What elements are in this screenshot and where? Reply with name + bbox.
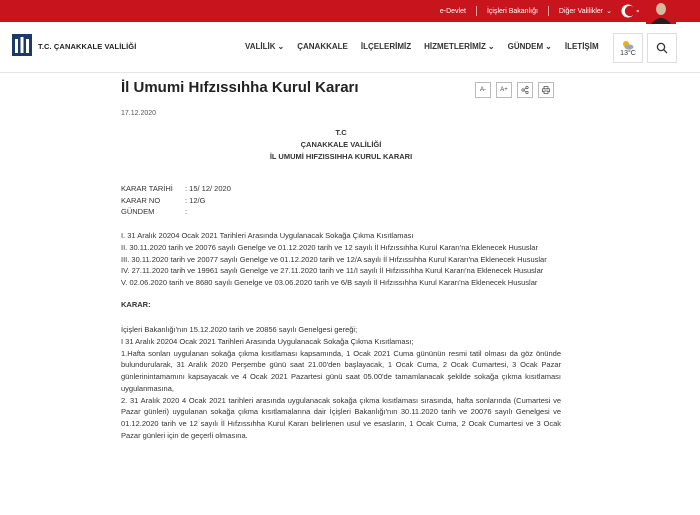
main-nav	[245, 42, 599, 51]
decision-meta	[121, 183, 561, 218]
chevron-down-icon: ⌄	[487, 42, 495, 51]
karar-heading: KARAR:	[121, 299, 151, 309]
print-icon	[542, 86, 550, 94]
agenda-item: I. 31 Aralık 20204 Ocak 2021 Tarihleri Arasında Uygulanacak Sokağa Çıkma Kısıtlaması	[121, 231, 414, 241]
valilik-logo[interactable]	[11, 33, 33, 57]
agenda-item: III. 30.11.2020 tarih ve 20077 sayılı Genelge ve 01.12.2020 tarih ve 12/A sayılı İl Hıfzıssıhha Kurul Kararı'na Eklenecek Hususlar	[121, 254, 547, 264]
header-line: T.C	[335, 128, 347, 137]
diger-valilikler-dropdown[interactable]	[559, 7, 612, 15]
meta-value: : 12/G	[185, 195, 206, 205]
nav-label: VALİLİK	[245, 42, 276, 51]
publish-date: 17.12.2020	[121, 110, 157, 117]
edevlet-label: e-Devlet	[439, 7, 466, 15]
nav-label: İLETİŞİM	[564, 42, 599, 51]
nav-valilik[interactable]	[245, 42, 284, 51]
divider	[476, 6, 477, 16]
nav-label: ÇANAKKALE	[297, 42, 348, 51]
nav-gundem[interactable]	[508, 42, 552, 51]
search-icon	[656, 42, 668, 54]
header-line: ÇANAKKALE VALİLİĞİ	[300, 140, 382, 149]
site-header	[0, 22, 700, 73]
agenda-list	[121, 230, 561, 289]
body-paragraph: İçişleri Bakanlığı'nın 15.12.2020 tarih ve 20856 sayılı Genelgesi gereği;	[121, 325, 358, 335]
divider	[548, 6, 549, 16]
article-body	[121, 127, 561, 441]
agenda-item: IV. 27.11.2020 tarih ve 19961 sayılı Genelge ve 27.11.2020 tarih ve 11/I sayılı İl Hıfzıssıhha Kurul Kararı'na Eklenecek Hususlar	[121, 266, 544, 276]
body-paragraph: I 31 Aralık 20204 Ocak 2021 Tarihleri Arasında Uygulanacak Sokağa Çıkma Kısıtlaması;	[121, 337, 414, 347]
nav-ilcelerimiz[interactable]	[361, 42, 411, 51]
ataturk-portrait	[646, 0, 676, 24]
body-paragraph: 1.Hafta sonları uygulanan sokağa çıkma kısıtlaması kapsamında, 1 Ocak 2021 Cuma gününün resmi tatil olması da göz önünde bulundurularak, 31 Aralık 2020 Perşembe günü saat 21.00'den başlayacak, 1 Ocak Cuma, 2 Ocak Cumartesi, 3 Ocak Pazar günlerinintamamını kapsayacak ve 4 Ocak 2021 Pazartesi günü saat 05.00'de tamamlanacak şekilde sokağa çıkma kısıtlaması uygulanmasına,	[121, 348, 561, 393]
meta-value: :	[185, 207, 188, 217]
turkish-flag-icon	[616, 0, 646, 22]
chevron-down-icon: ⌄	[277, 42, 285, 51]
chevron-down-icon: ⌄	[545, 42, 552, 51]
icisleri-link[interactable]	[487, 8, 538, 15]
share-icon	[521, 86, 529, 94]
site-title[interactable]: T.C. ÇANAKKALE VALİLİĞİ	[38, 42, 137, 51]
meta-row	[121, 206, 561, 218]
meta-key: KARAR NO	[121, 195, 161, 205]
weather-widget[interactable]	[613, 33, 643, 63]
font-decrease-button[interactable]: A-	[475, 82, 491, 98]
nav-label: HİZMETLERİMİZ	[424, 42, 486, 51]
decision-text	[121, 324, 561, 441]
partly-cloudy-icon	[622, 40, 634, 50]
nav-hizmetlerimiz[interactable]	[424, 42, 494, 51]
edevlet-link[interactable]	[440, 8, 466, 15]
agenda-item: II. 30.11.2020 tarih ve 20076 sayılı Genelge ve 01.12.2020 tarih ve 12 sayılı İl Hıfzıssıhha Kurul Kararı'na Eklenecek Hususlar	[121, 242, 538, 252]
body-paragraph: 2. 31 Aralık 2020 4 Ocak 2021 tarihleri arasında uygulanacak sokağa çıkma kısıtlaması sırasında, hafta sonlarında (Cumartesi ve Pazar günleri) uygulanan sokağa çıkma kısıtlamalarına dair İçişleri Bakanlığı'nın 30.11.2020 tarih ve 20076 sayılı Genelgesi ve 01.12.2020 tarih ve 12 sayılı İl Hıfzıssıhha Kurul Kararı belirlenen usul ve esasların, 1 Ocak Cuma, 2 Ocak Cumartesi ve 3 Ocak Pazar günleri için de geçerli olmasına.	[121, 395, 561, 440]
nav-label: İLÇELERİMİZ	[360, 42, 412, 51]
share-button[interactable]	[517, 82, 533, 98]
print-button[interactable]	[538, 82, 554, 98]
agenda-item: V. 02.06.2020 tarih ve 8680 sayılı Genelge ve 03.06.2020 tarih ve 6/B sayılı İl Hıfzıssıhha Kurul Kararı'na Eklenecek Hususlar	[121, 277, 538, 287]
meta-key: GÜNDEM	[121, 207, 155, 217]
meta-value: : 15/ 12/ 2020	[185, 184, 231, 193]
meta-row	[121, 195, 561, 207]
chevron-down-icon: ⌄	[606, 8, 612, 15]
document-header	[121, 127, 561, 163]
top-bar	[0, 0, 700, 22]
nav-label: GÜNDEM	[507, 42, 544, 51]
meta-key: KARAR TARİHİ	[121, 184, 173, 193]
diger-valilikler-label: Diğer Valilikler	[558, 7, 604, 15]
article-tools	[475, 82, 554, 98]
nav-canakkale[interactable]	[297, 42, 348, 51]
weather-temp: 13°C	[620, 49, 636, 57]
nav-iletisim[interactable]	[565, 42, 599, 51]
page-title: İl Umumi Hıfzıssıhha Kurul Kararı	[121, 79, 359, 96]
search-button[interactable]	[647, 33, 677, 63]
top-links	[440, 0, 612, 22]
meta-row	[121, 183, 561, 195]
header-line: İL UMUMİ HIFZISSIHHA KURUL KARARI	[269, 152, 413, 161]
icisleri-label: İçişleri Bakanlığı	[486, 7, 538, 15]
font-increase-button[interactable]: A+	[496, 82, 512, 98]
